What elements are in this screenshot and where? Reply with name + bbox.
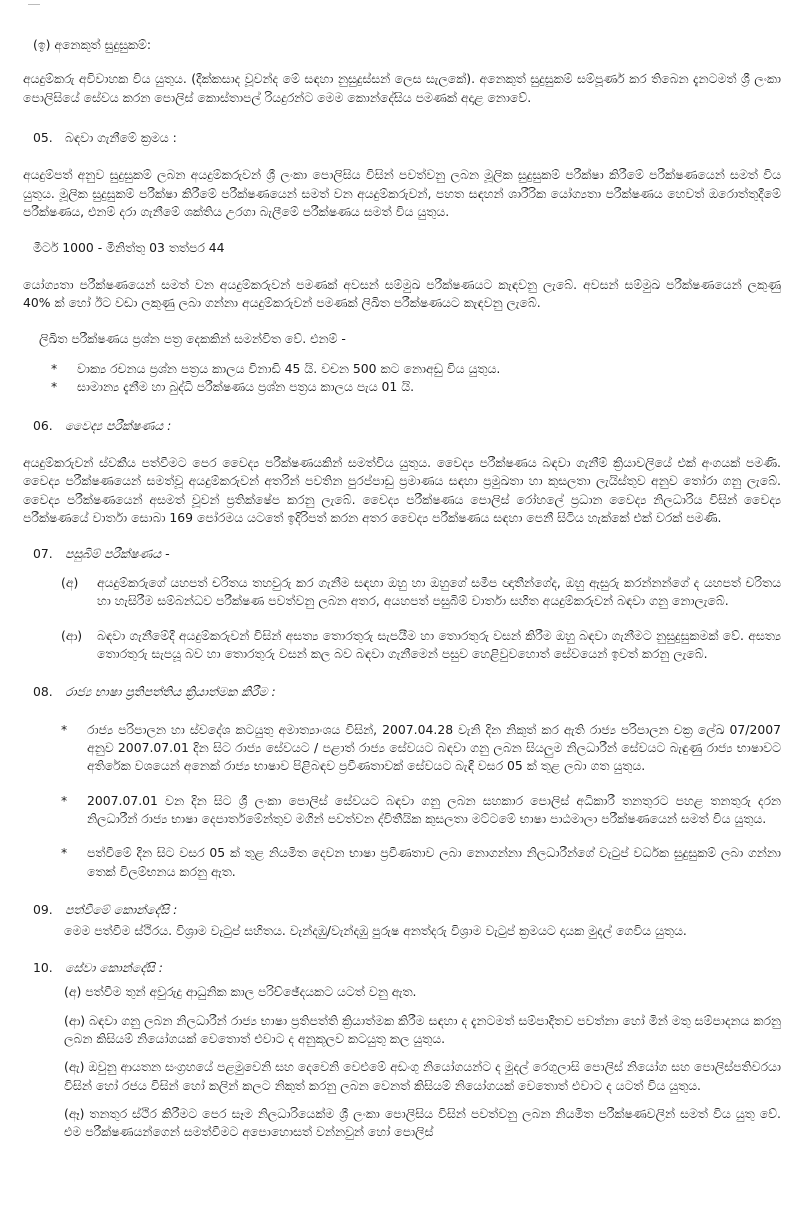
section-number: 09. [33, 902, 53, 918]
section-title: පසුබිම් පරීක්ෂණය - [65, 546, 170, 562]
list-item: (අ) පත්වීම තුන් අවුරුදු ආධුනික කාල පරිච්ඡේදයකට යටත් වනු ඇත. [64, 984, 417, 1000]
list-item: (අ) අයදුම්කරුගේ යහපත් චරිතය තහවුරු කර ගැනීම සඳහා ඔහු හා ඔහුගේ සමීප ඥාතීන්ගේද, ඔහු ඇසුරු කරන්නන්ගේ ද යහපත් චරිතය හා හැසිරීම සම්බන්ධව පරීක්ෂණ පවත්වනු ලබන අතර, අයහපත් පසුබිම් වාර්තා සහිත අයදුම්කරුවන් බඳවා ගනු නොලැබේ. [61, 574, 781, 609]
page-edge-mark [28, 4, 40, 5]
language-policy-list [59, 721, 781, 882]
list-item: (ඇ) ඔවුනු ආයතන සංග්‍රහයේ පළමුවෙනි සහ දෙවෙනි වෙළුමේ අඩංගු නියෝගයන්ට ද මුදල් රෙගුලාසි පොලිස් නියෝග සහ පොලිස්පතිවරයා විසින් හෝ රජය විසින් හෝ කලින් කලට නිකුත් කරනු ලබන වෙනත් කිසියම් නියෝගයක් වෙතොත් එවාට ද යටත් විය යුතුය. [64, 1059, 781, 1093]
asterisk-icon: * [61, 721, 68, 737]
list-item: (ආ) බඳවා ගනු ලබන නිලධාරීන් රාජ්‍ය භාෂා ප්‍රතිපත්ති ක්‍රියාත්මක කිරීම සඳහා ද දැනටමත් සම්පාදිතව පවත්නා හෝ මින් මතු සම්පාදනය කරනු ලබන කිසියම් නියෝගයක් වෙතොත් එවාට ද අනුකූලව කටයුතු කල යුතුය. [64, 1012, 781, 1046]
section-title: පත්වීමේ කොන්දේසි : [65, 902, 178, 918]
section-07-heading [33, 545, 781, 563]
service-conditions-list [64, 983, 781, 1142]
section-title: වෛද්‍ය පරීක්ෂණය : [65, 417, 172, 433]
list-item: * වාක්‍ය රචනය ප්‍රශ්න පත්‍රය කාලය විනාඩි 45 යි. වචන 500 කට නොඅඩු විය යුතුය. [49, 360, 781, 378]
fitness-distance-standard: මීටර් 1000 - මිනිත්තු 03 තත්පර 44 [33, 239, 225, 255]
section-number: 06. [33, 417, 53, 433]
section-09-heading [33, 901, 781, 919]
recruitment-method-text: අයදුම්පත් අනුව සුදුසුකම් ලබන අයදුම්කරුවන් ශ්‍රී ලංකා පොලිසිය විසින් පවත්වනු ලබන මූලික සුදුසුකම් පරීක්ෂා කිරීමේ පරීක්ෂණයෙන් සමත් විය යුතුය. මූලික සුදුසුකම් පරීක්ෂා කිරීමේ පරීක්ෂණයෙන් සමත් වන අයදුම්කරුවන්, පහත සඳහන් ශාරීරික යෝග්‍යතා පරීක්ෂණය හෙවත් ඔරොත්තුදීමේ පරීක්ෂණය, එනම් දරා ගැනීමේ ශක්තිය උරගා බැලීමේ පරීක්ෂණය සමත් විය යුතුය. [23, 167, 781, 220]
section-title: රාජ්‍ය භාෂා ප්‍රතිපත්තිය ක්‍රියාත්මක කිරීම : [65, 684, 276, 700]
section-number: 08. [33, 684, 53, 700]
interview-selection-text: යෝග්‍යතා පරීක්ෂණයෙන් සමත් වන අයදුම්කරුවන් පමණක් අවසන් සම්මුඛ පරීක්ෂණයට කැඳවනු ලැබේ. අවසන් සම්මුඛ පරීක්ෂණයෙන් ලකුණු 40% ක් හෝ ඊට වඩා ලකුණු ලබා ගන්නා අයදුම්කරුවන් පමණක් ලිඛිත පරීක්ෂණයට කැඳවනු ලැබේ. [23, 276, 781, 311]
list-item: * සාමාන්‍ය දැනීම හා බුද්ධි පරීක්ෂණය ප්‍රශ්න පත්‍රය කාලය පැය 01 යි. [49, 378, 781, 396]
written-exam-list [49, 360, 781, 397]
section-title: බඳවා ගැනීමේ ක්‍රමය : [65, 130, 177, 146]
asterisk-icon: * [61, 792, 68, 808]
appointment-conditions-text: මෙම පත්වීම ස්ථිරය. විශ්‍රාම වැටුප් සහිතය. වැන්දඹු/වැන්දඹු පුරුෂ අනත්දරු විශ්‍රාම වැටුප් ක්‍රමයට දායක මුදල් ගෙවිය යුතුය. [64, 922, 687, 938]
list-item: (ඈ) තනතුර ස්ථිර කිරීමට පෙර සෑම නිලධාරියෙක්ම ශ්‍රී ලංකා පොලිසිය විසින් පවත්වනු ලබන නියමිත පරීක්ෂණවලින් සමත් විය යුතු වේ. එම පරීක්ෂණයන්ගෙන් සමත්වීමට අපොහොසත් වන්නවුන් හෝ පොලිස් [64, 1106, 781, 1140]
section-06-heading [33, 417, 781, 435]
asterisk-icon: * [51, 360, 58, 376]
list-item: * 2007.07.01 වන දින සිට ශ්‍රී ලංකා පොලිස් සේවයට බඳවා ගනු ලබන සහකාර පොලිස් අධිකාරී තනතුරට පහළ තනතුරු දරන නිලධාරීන් රාජ්‍ය භාෂා දෙපාර්තමේන්තුව මගින් පවත්වන ද්විතීයික කුසලතා මට්ටමේ භාෂා පාඨමාලා පරීක්ෂණයෙන් සමත් විය යුතුය. [59, 792, 781, 829]
section-10-heading [33, 959, 781, 977]
other-qualifications-heading: (ඉ) අනෙකුත් සුදුසුකම්: [33, 37, 152, 52]
section-08-heading [33, 683, 781, 701]
list-item: * පත්වීමේ දින සිට වසර 05 ක් තුළ නියමිත දෙවන භාෂා ප්‍රවීණතාව ලබා නොගන්නා නිලධාරීන්ගේ වැටුප් වර්ධක සුදුසුකම් ලබා ගන්නා තෙක් විලම්භනය කරනු ඇත. [59, 844, 781, 881]
asterisk-icon: * [51, 379, 58, 395]
section-number: 07. [33, 546, 53, 562]
asterisk-icon: * [61, 845, 68, 861]
section-title: සේවා කොන්දේසි : [65, 959, 163, 975]
written-exam-intro: ලිඛිත පරීක්ෂණය ප්‍රශ්න පත්‍ර දෙකකින් සමන්විත වේ. එනම් - [39, 330, 346, 346]
medical-exam-text: අයදුම්කරුවන් ස්වකීය පත්වීමට පෙර වෛද්‍ය පරීක්ෂණයකින් සමත්විය යුතුය. වෛද්‍ය පරීක්ෂණය බඳවා ගැනීම් ක්‍රියාවලියේ එක් අංගයක් පමණි. වෛද්‍ය පරීක්ෂණයෙන් සමත්වූ අයදුම්කරුවන් අතරින් පවතින පුරප්පාඩු ප්‍රමාණය සඳහා ප්‍රමුඛතා හා කුසලතා ලැයිස්තුව අනුව තෝරා ගනු ලැබේ. වෛද්‍ය පරීක්ෂණයෙන් අසමත් වූවන් ප්‍රතික්ෂේප කරනු ලැබේ. වෛද්‍ය පරීක්ෂණය පොලිස් රෝහලේ ප්‍රධාන වෛද්‍ය නිලධාරිය විසින් වෛද්‍ය පරීක්ෂණයේ වාර්තා සොබා 169 පෝරමය යටතේ ඉදිරිපත් කරන අතර වෛද්‍ය පරීක්ෂණය සඳහා පෙනී සිටිය හැක්කේ එක් වරක් පමණි. [23, 455, 781, 526]
section-number: 10. [33, 959, 53, 975]
other-qualifications-text: අයදුම්කරු අවිවාහක විය යුතුය. (දීක්කසාද වූවන්ද මේ සඳහා නුසුදුස්සන් ලෙස සැලකේ). අනෙකුත් සුදුසුකම් සම්පූර්ණ කර තිබෙන දැනටමත් ශ්‍රී ලංකා පොලිසියේ සේවය කරන පොලිස් කොස්තාපල් රියදුරන්ට මෙම කොන්දේසිය පමණක් අදාළ නොවේ. [23, 71, 781, 105]
list-item: (ආ) බඳවා ගැනීමේදී අයදුම්කරුවන් විසින් අසත්‍ය තොරතුරු සැපයීම හා තොරතුරු වසන් කිරීම ඔහු බඳවා ගැනීමට නුසුදුසුකමක් වේ. අසත්‍ය තොරතුරු සැපයූ බව හා තොරතුරු වසන් කල බව බඳවා ගැනීමෙන් පසුව හෙළිවුවහොත් සේවයෙන් ඉවත් කරනු ලැබේ. [61, 627, 781, 661]
list-item: * රාජ්‍ය පරිපාලන හා ස්වදේශ කටයුතු අමාත්‍යාංශය විසින්, 2007.04.28 වැනි දින නිකුත් කර ඇති රාජ්‍ය පරිපාලන චක්‍ර ලේඛ 07/2007 අනුව 2007.07.01 දින සිට රාජ්‍ය සේවයට / පළාත් රාජ්‍ය සේවයට බඳවා ගනු ලබන සියලුම නිලධාරීන් සේවයට බැඳුණු රාජ්‍ය භාෂාවට අතිරේක වශයෙන් අනෙක් රාජ්‍ය භාෂාව පිළිබඳව ප්‍රවීණතාවක් සේවයට බැඳී වසර 05 ක් තුළ ලබා ගත යුතුය. [59, 721, 781, 776]
section-number: 05. [33, 130, 53, 146]
section-05-heading [33, 129, 781, 147]
